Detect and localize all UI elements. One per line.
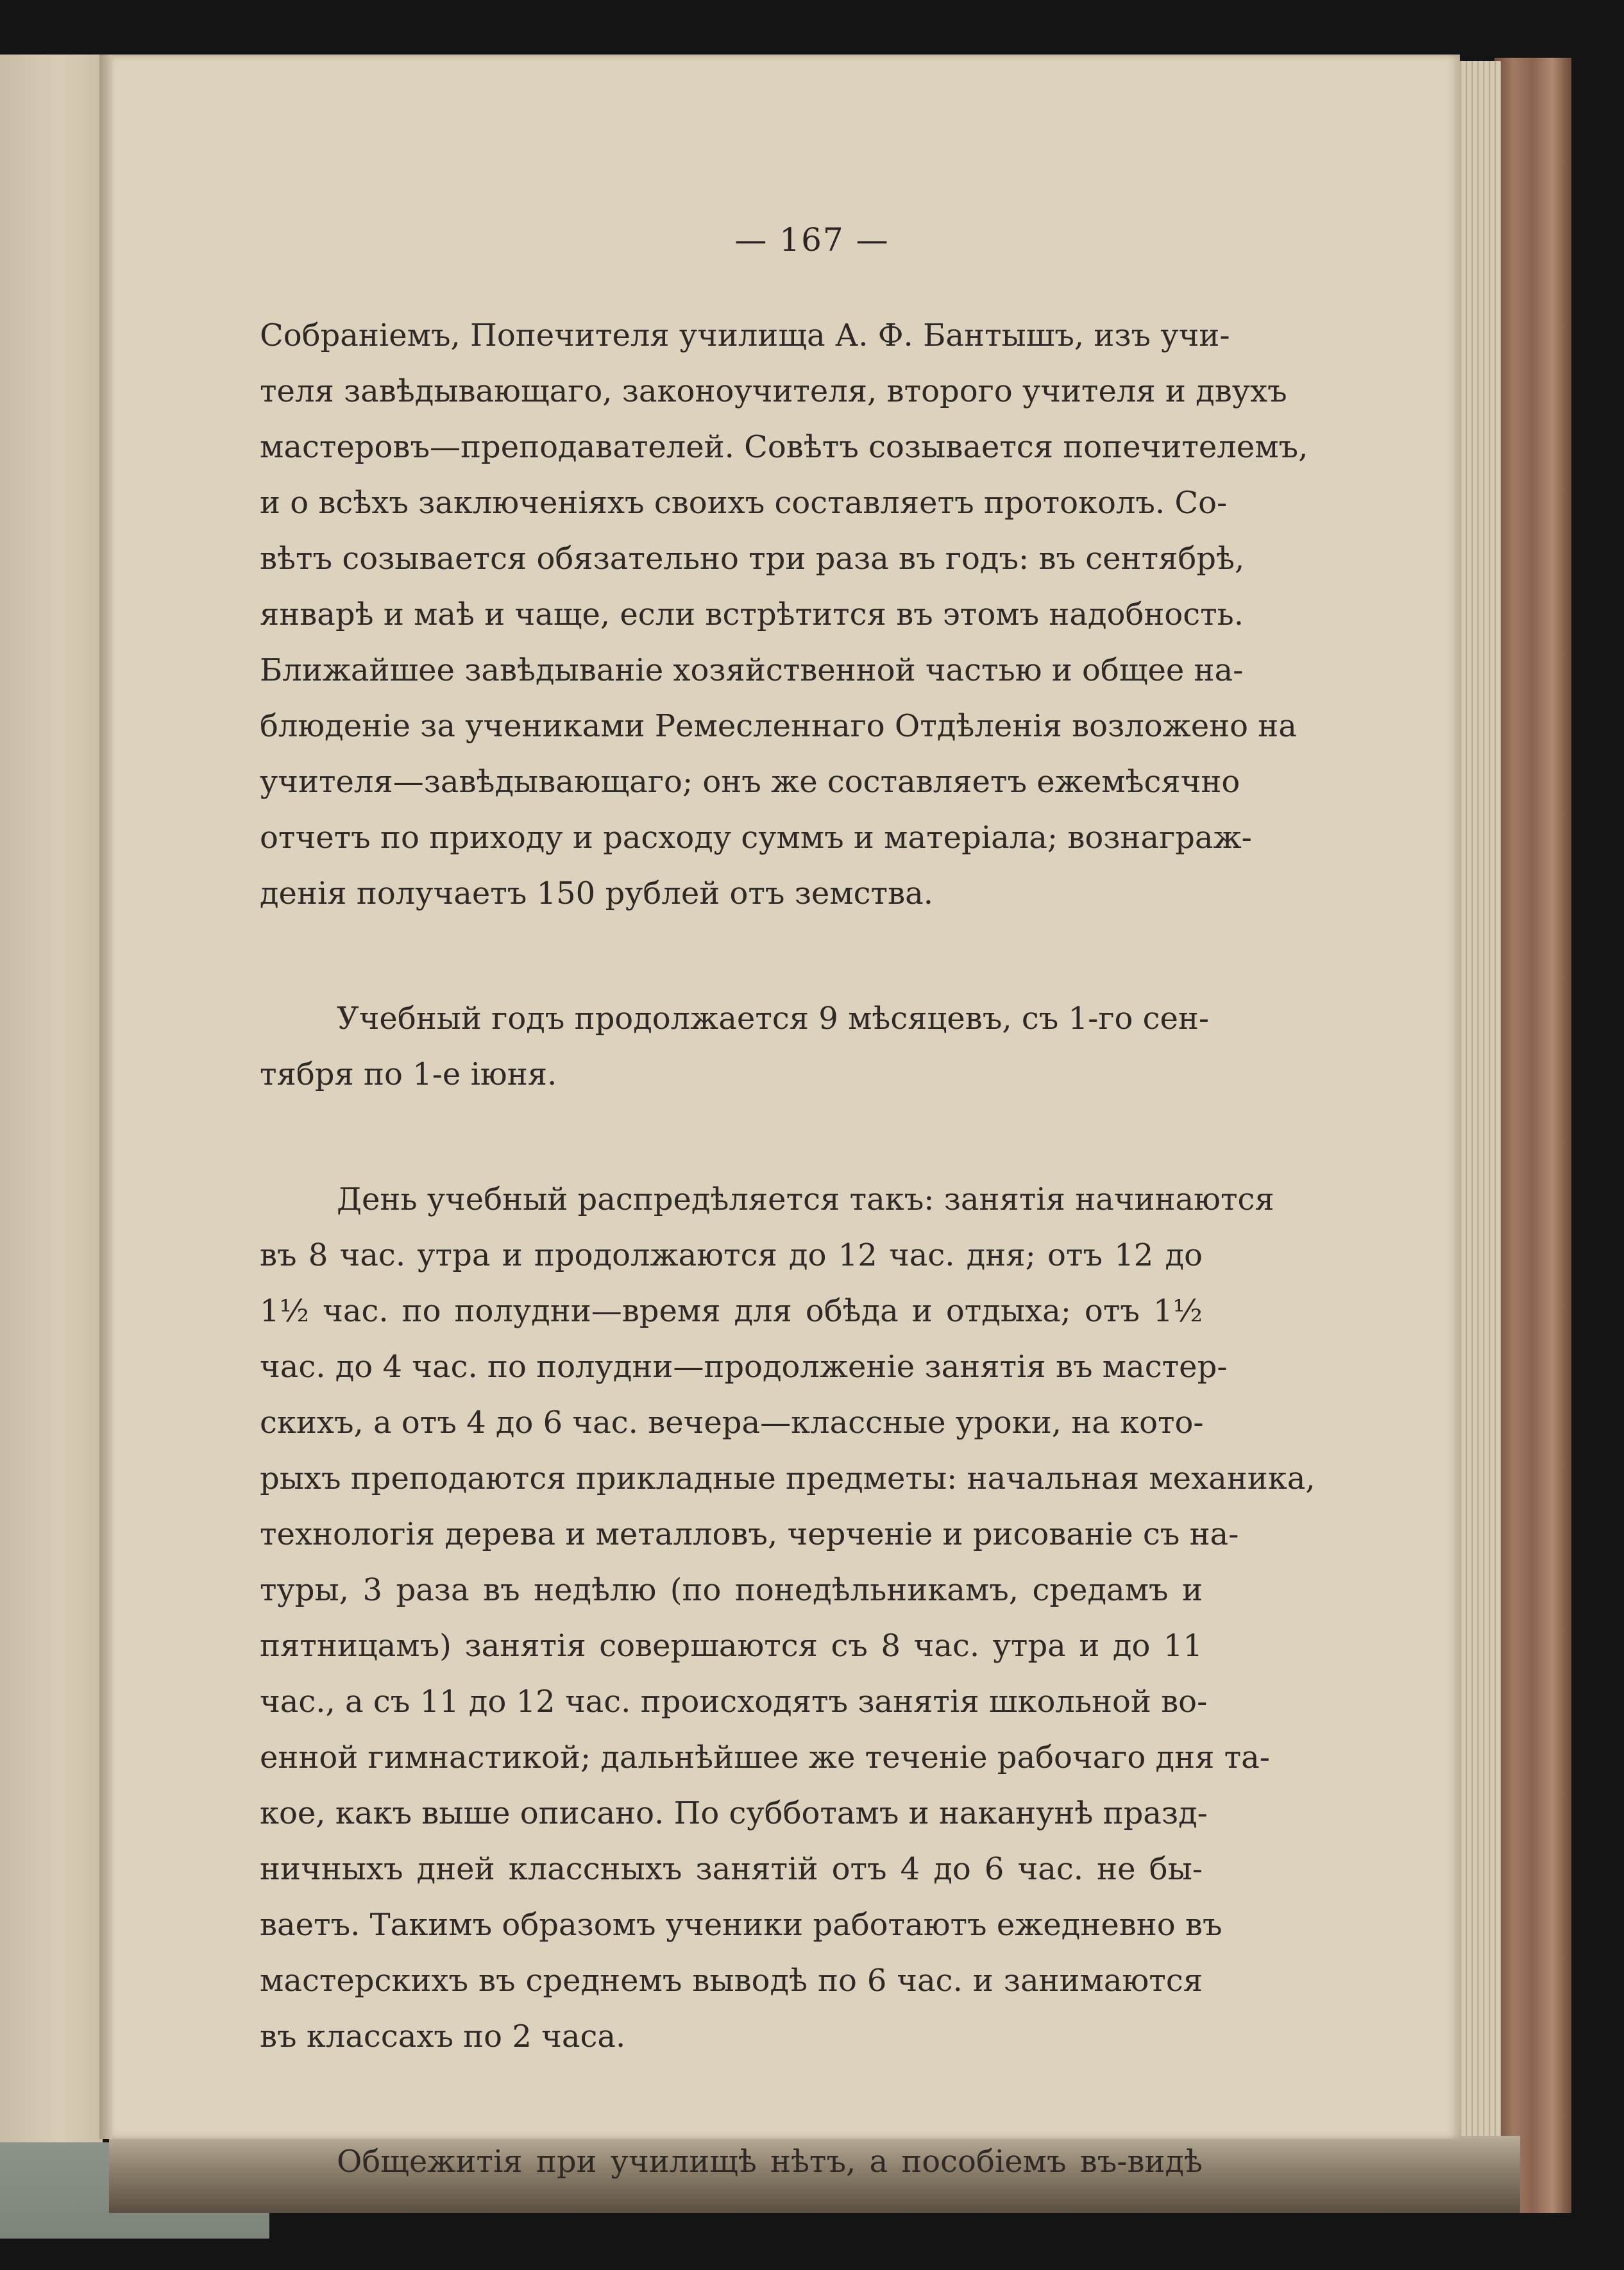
page-number: — 167 — xyxy=(734,221,890,258)
text-line: январѣ и маѣ и чаще, если встрѣтится въ этомъ надобность. xyxy=(260,597,1244,632)
text-line: День учебный распредѣляется такъ: занятія начинаются xyxy=(337,1182,1274,1217)
left-page-edge xyxy=(0,55,103,2203)
text-line: блюденіе за учениками Ремесленнаго Отдѣленія возложено на xyxy=(260,708,1297,744)
paragraph-4 xyxy=(260,2134,1203,2190)
text-line: ничныхъ дней классныхъ занятій отъ 4 до 6 час. не бы- xyxy=(260,1851,1203,1887)
text-line: учителя—завѣдывающаго; онъ же составляетъ ежемѣсячно xyxy=(260,764,1240,800)
page-gutter xyxy=(99,55,112,2139)
text-line: тября по 1-е іюня. xyxy=(260,1056,557,1092)
text-line: ваетъ. Такимъ образомъ ученики работаютъ ежедневно въ xyxy=(260,1907,1222,1943)
text-line: Общежитія при училищѣ нѣтъ, а пособіемъ въ-видѣ xyxy=(337,2144,1203,2180)
right-page-stack xyxy=(1456,61,1501,2146)
text-line: Собраніемъ, Попечителя училища А. Ф. Бантышъ, изъ учи- xyxy=(260,318,1230,353)
text-line: денія получаетъ 150 рублей отъ земства. xyxy=(260,876,933,911)
text-line: технологія дерева и металловъ, черченіе и рисованіе съ на- xyxy=(260,1516,1239,1552)
right-cover-edge xyxy=(1494,58,1571,2213)
text-line: скихъ, а отъ 4 до 6 час. вечера—классные уроки, на кото- xyxy=(260,1405,1204,1441)
text-line: час. до 4 час. по полудни—продолженіе занятія въ мастер- xyxy=(260,1349,1228,1385)
text-line: рыхъ преподаются прикладные предметы: начальная механика, xyxy=(260,1461,1315,1496)
text-line: въ 8 час. утра и продолжаются до 12 час. дня; отъ 12 до xyxy=(260,1237,1203,1273)
text-line: пятницамъ) занятія совершаются съ 8 час. утра и до 11 xyxy=(260,1628,1203,1664)
text-line: и о всѣхъ заключеніяхъ своихъ составляетъ протоколъ. Со- xyxy=(260,485,1228,521)
text-line: 1½ час. по полудни—время для обѣда и отдыха; отъ 1½ xyxy=(260,1293,1203,1329)
text-line: кое, какъ выше описано. По субботамъ и наканунѣ празд- xyxy=(260,1795,1208,1831)
page-text xyxy=(260,308,1315,2190)
paragraph-1 xyxy=(260,308,1308,922)
text-line: Учебный годъ продолжается 9 мѣсяцевъ, съ 1-го сен- xyxy=(337,1001,1210,1037)
paragraph-3 xyxy=(260,1172,1315,2065)
text-line: вѣтъ созывается обязательно три раза въ годъ: въ сентябрѣ, xyxy=(260,541,1245,577)
text-line: Ближайшее завѣдываніе хозяйственной частью и общее на- xyxy=(260,652,1244,688)
text-line: теля завѣдывающаго, законоучителя, второго учителя и двухъ xyxy=(260,373,1287,409)
text-line: отчетъ по приходу и расходу суммъ и матеріала; вознаграж- xyxy=(260,820,1252,856)
text-line: въ классахъ по 2 часа. xyxy=(260,2019,626,2054)
text-line: час., а съ 11 до 12 час. происходятъ занятія школьной во- xyxy=(260,1684,1208,1720)
text-line: енной гимнастикой; дальнѣйшее же теченіе рабочаго дня та- xyxy=(260,1740,1270,1775)
text-line: мастеровъ—преподавателей. Совѣтъ созывается попечителемъ, xyxy=(260,429,1308,465)
paragraph-2 xyxy=(260,991,1210,1103)
text-line: мастерскихъ въ среднемъ выводѣ по 6 час. и занимаются xyxy=(260,1963,1203,1999)
text-line: туры, 3 раза въ недѣлю (по понедѣльникамъ, средамъ и xyxy=(260,1572,1203,1608)
